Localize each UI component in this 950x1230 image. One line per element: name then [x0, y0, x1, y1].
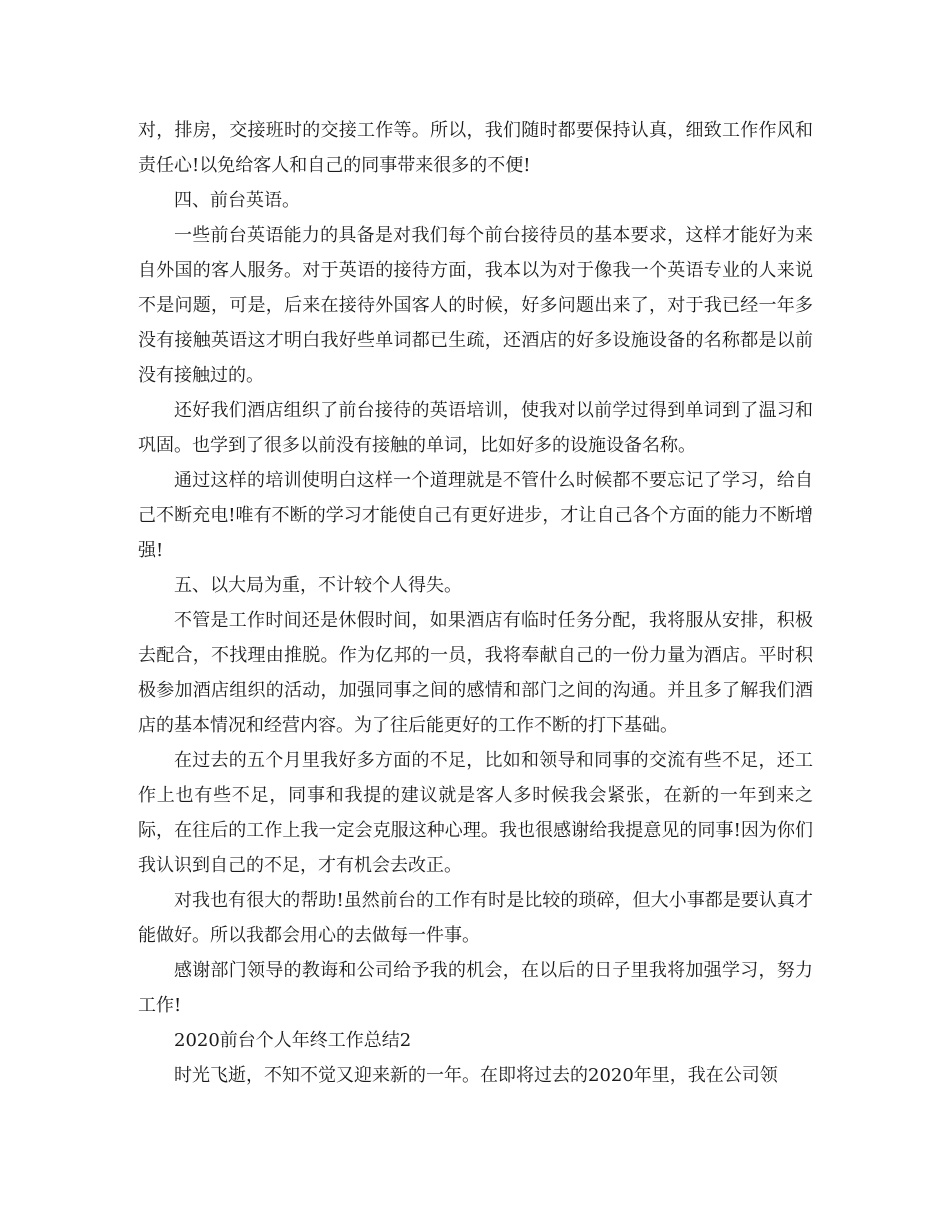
paragraph: 一些前台英语能力的具备是对我们每个前台接待员的基本要求，这样才能好为来自外国的客人服务。对于英语的接待方面，我本以为对于像我一个英语专业的人来说不是问题，可是，后来在接待外国客人的时候，好多问题出来了，对于我已经一年多没有接触英语这才明白我好些单词都已生疏，还酒店的好多设施设备的名称都是以前没有接触过的。: [138, 225, 813, 386]
section-heading-big-picture: 五、以大局为重，不计较个人得失。: [174, 575, 462, 596]
paragraph: 时光飞逝，不知不觉又迎来新的一年。在即将过去的2020年里，我在公司领: [174, 1065, 778, 1086]
paragraph: 在过去的五个月里我好多方面的不足，比如和领导和同事的交流有些不足，还工作上也有些不足，同事和我提的建议就是客人多时候我会紧张，在新的一年到来之际，在往后的工作上我一定会克服这种心理。我也很感谢给我提意见的同事!因为你们我认识到自己的不足，才有机会去改正。: [138, 750, 813, 876]
paragraph-continued: 对，排房，交接班时的交接工作等。所以，我们随时都要保持认真，细致工作作风和责任心!以免给客人和自己的同事带来很多的不便!: [138, 120, 813, 176]
paragraph: 感谢部门领导的教诲和公司给予我的机会，在以后的日子里我将加强学习，努力工作!: [138, 960, 813, 1016]
document-title-2: 2020前台个人年终工作总结2: [174, 1030, 412, 1051]
paragraph: 还好我们酒店组织了前台接待的英语培训，使我对以前学过得到单词到了温习和巩固。也学到了很多以前没有接触的单词，比如好多的设施设备名称。: [138, 400, 813, 456]
document-body: [138, 113, 813, 1093]
paragraph: 对我也有很大的帮助!虽然前台的工作有时是比较的琐碎，但大小事都是要认真才能做好。所以我都会用心的去做每一件事。: [138, 890, 813, 946]
paragraph: 不管是工作时间还是休假时间，如果酒店有临时任务分配，我将服从安排，积极去配合，不找理由推脱。作为亿邦的一员，我将奉献自己的一份力量为酒店。平时积极参加酒店组织的活动，加强同事之间的感情和部门之间的沟通。并且多了解我们酒店的基本情况和经营内容。为了往后能更好的工作不断的打下基础。: [138, 610, 813, 736]
paragraph: 通过这样的培训使明白这样一个道理就是不管什么时候都不要忘记了学习，给自己不断充电!唯有不断的学习才能使自己有更好进步，才让自己各个方面的能力不断增强!: [138, 470, 813, 561]
section-heading-front-desk-english: 四、前台英语。: [174, 190, 300, 211]
